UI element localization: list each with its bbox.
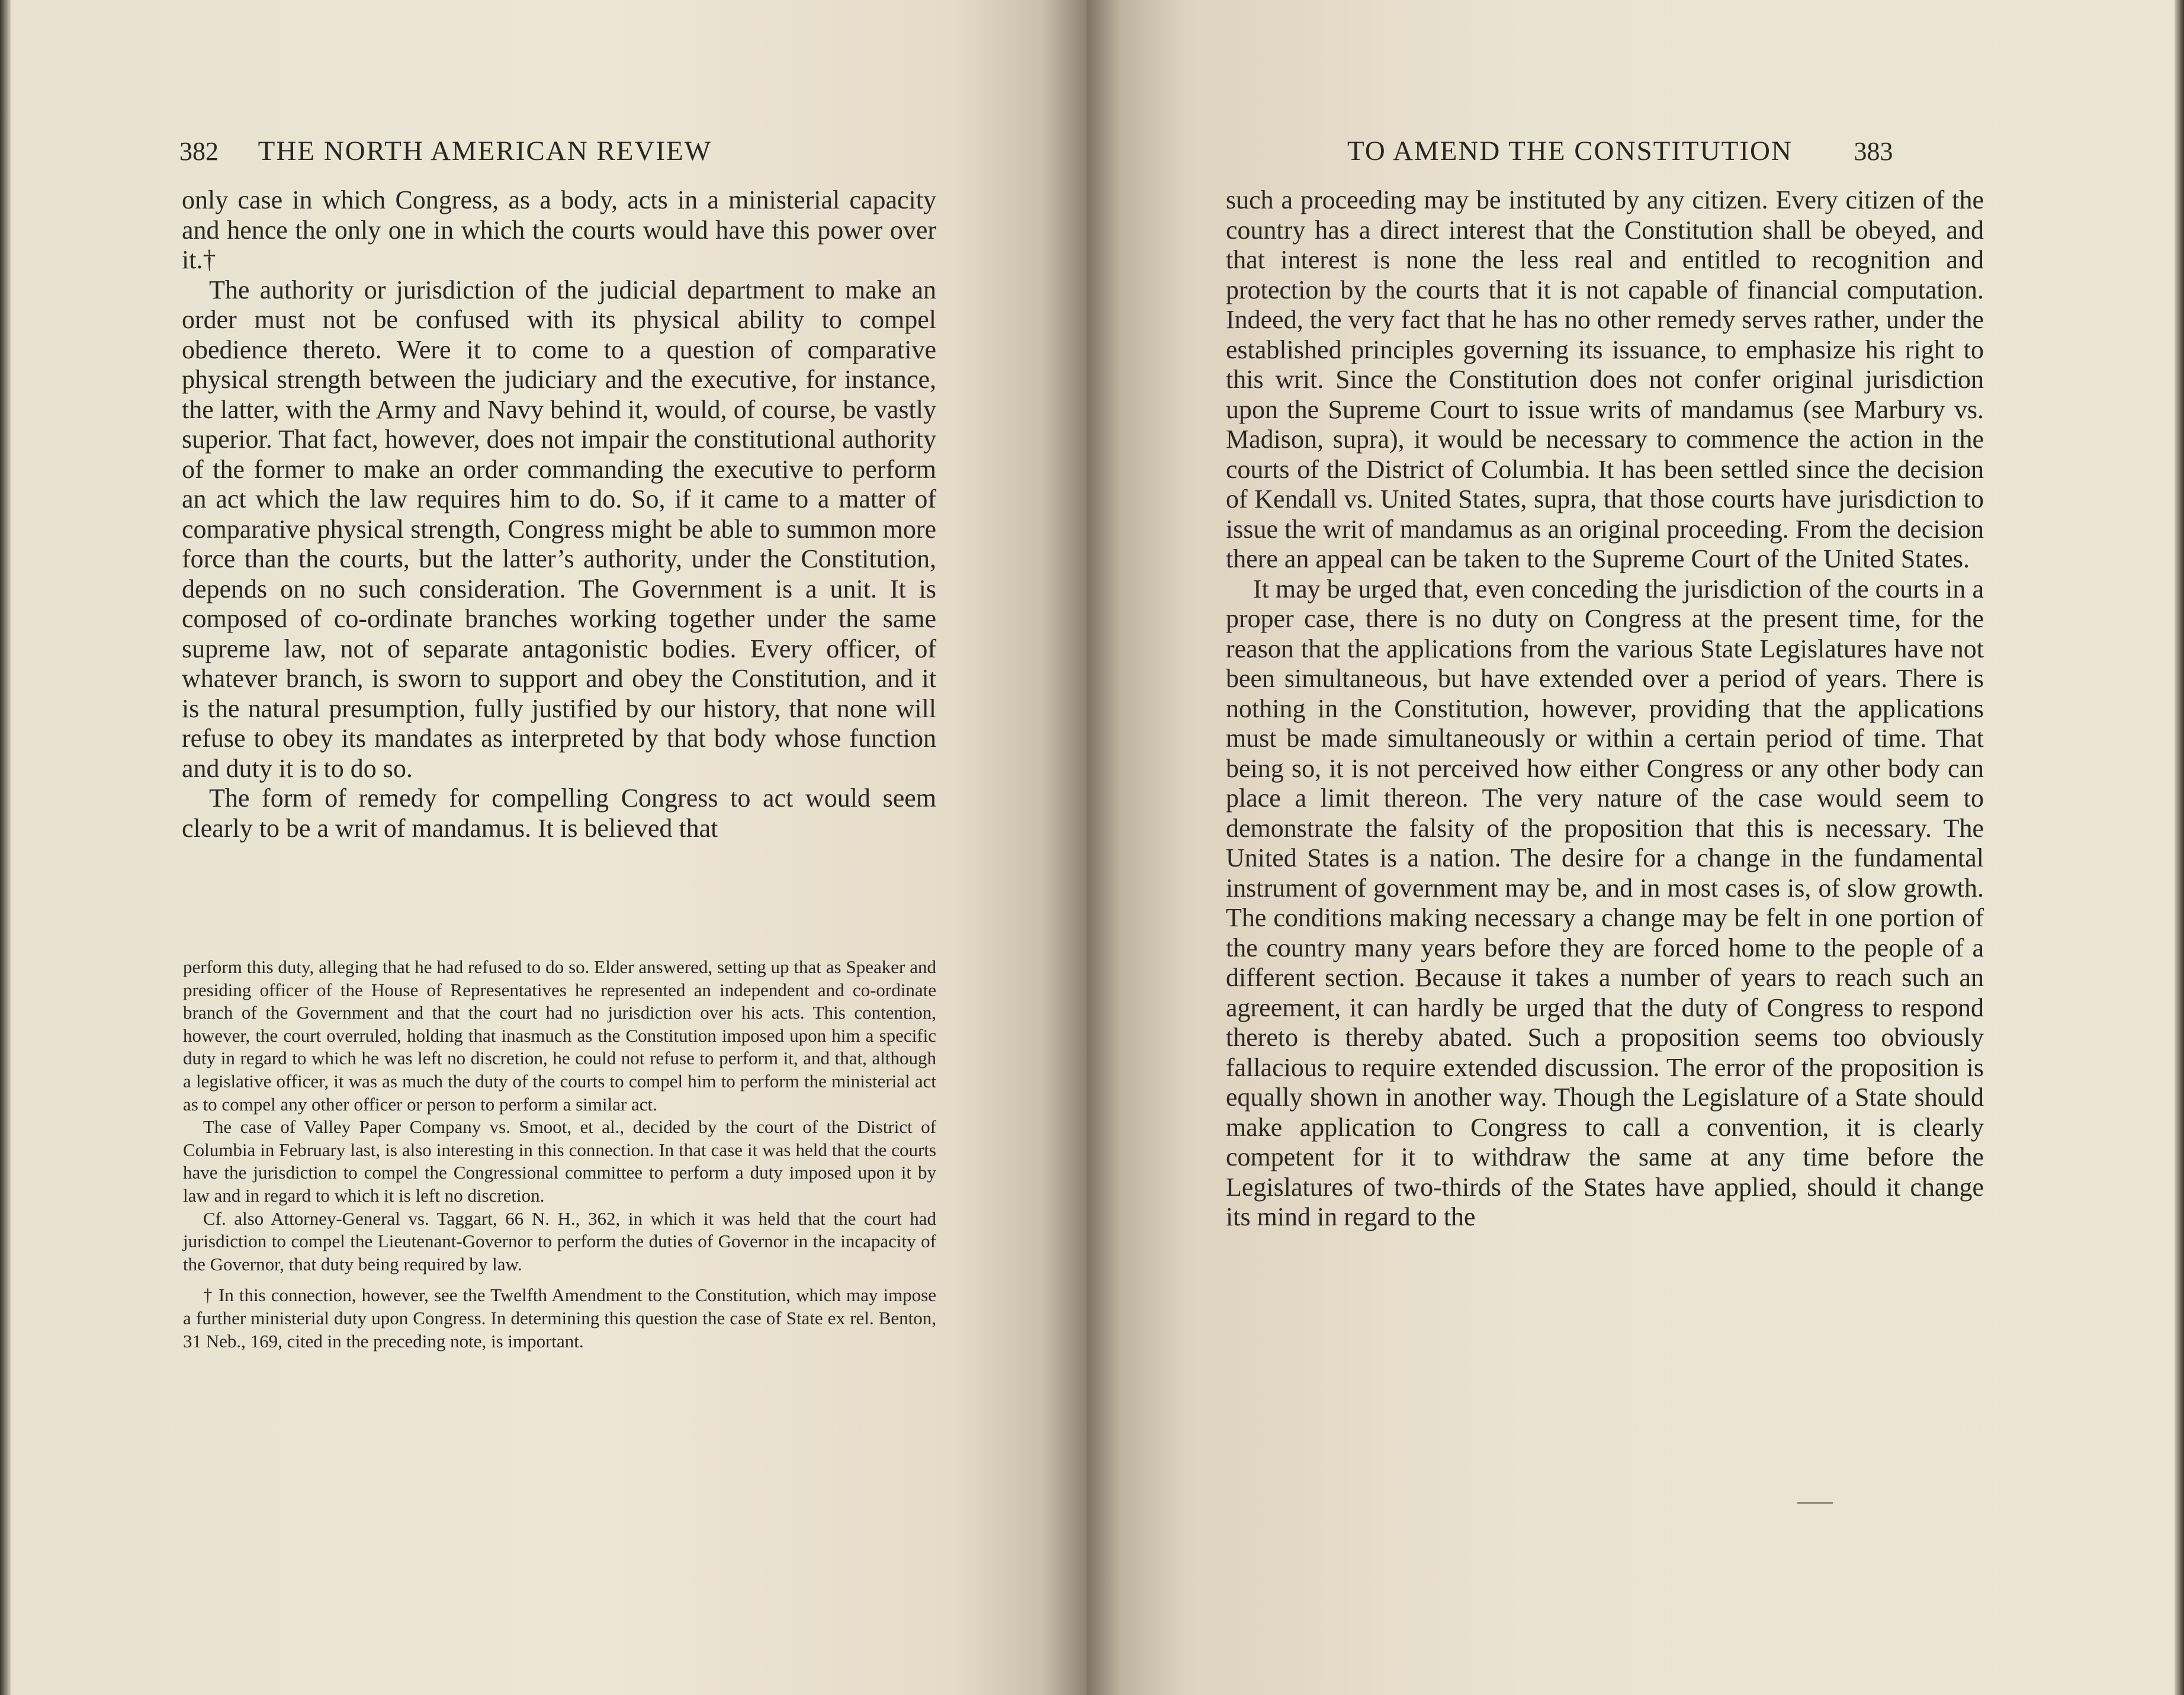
right-body-text (1226, 185, 1984, 1232)
left-page-number: 382 (179, 137, 219, 166)
left-footnotes (183, 956, 936, 1353)
left-paragraph-1: only case in which Congress, as a body, acts in a ministerial capacity and hence the only one in which the courts would have this power over it.† (182, 185, 936, 274)
left-running-header (179, 135, 712, 167)
left-running-head: THE NORTH AMERICAN REVIEW (258, 136, 712, 166)
left-body-text (182, 185, 936, 843)
right-running-head: TO AMEND THE CONSTITUTION (1347, 136, 1793, 166)
left-paragraph-2: The authority or jurisdiction of the judicial department to make an order must not be confused with its physical ability to compel obedience thereto. Were it to come to a question of comparative physical strength between the judiciary and the executive, for instance, the latter, with the Army and Navy behind it, would, of course, be vastly superior. That fact, however, does not impair the constitutional authority of the former to make an order commanding the executive to perform an act which the law requires him to do. So, if it came to a matter of comparative physical strength, Congress might be able to summon more force than the courts, but the latter’s authority, under the Constitution, depends on no such consideration. The Government is a unit. It is composed of co-ordinate branches working together under the same supreme law, not of separate antagonistic bodies. Every officer, of whatever branch, is sworn to support and obey the Constitution, and it is the natural presumption, fully justified by our history, that none will refuse to obey its mandates as interpreted by that body whose function and duty it is to do so. (182, 275, 936, 783)
right-page-edge (2175, 0, 2184, 1695)
footnote-dagger: † In this connection, however, see the Twelfth Amendment to the Constitution, which may impose a further ministerial duty upon Congress. In determining this question the case of State ex rel. Benton, 31 Neb., 169, cited in the preceding note, is important. (183, 1285, 936, 1351)
footnote-2: The case of Valley Paper Company vs. Smoot, et al., decided by the court of the District of Columbia in February last, is also interesting in this connection. In that case it was held that the courts have the jurisdiction to compel the Congressional committee to perform a duty imposed upon it by law and in regard to which it is left no discretion. (183, 1116, 936, 1206)
left-paragraph-3: The form of remedy for compelling Congress to act would seem clearly to be a writ of mandamus. It is believed that (182, 784, 936, 843)
right-paragraph-1: such a proceeding may be instituted by any citizen. Every citizen of the country has a direct interest that the Constitution shall be obeyed, and that interest is none the less real and entitled to recognition and protection by the courts that it is not capable of financial computation. Indeed, the very fact that he has no other remedy serves rather, under the established principles governing its issuance, to emphasize his right to this writ. Since the Constitution does not confer original jurisdiction upon the Supreme Court to issue writs of mandamus (see Marbury vs. Madison, supra), it would be necessary to commence the action in the courts of the District of Columbia. It has been settled since the decision of Kendall vs. United States, supra, that those courts have jurisdiction to issue the writ of mandamus as an original proceeding. From the decision there an appeal can be taken to the Supreme Court of the United States. (1226, 185, 1984, 573)
right-paragraph-2: It may be urged that, even conceding the jurisdiction of the courts in a proper case, there is no duty on Congress at the present time, for the reason that the applications from the various State Legislatures have not been simultaneous, but have extended over a period of years. There is nothing in the Constitution, however, providing that the applications must be made simultaneously or within a certain period of time. That being so, it is not perceived how either Congress or any other body can place a limit thereon. The very nature of the case would seem to demonstrate the falsity of the proposition that this is necessary. The United States is a nation. The desire for a change in the fundamental instrument of government may be, and in most cases is, of slow growth. The conditions making necessary a change may be felt in one portion of the country many years before they are forced home to the people of a different section. Because it takes a number of years to reach such an agreement, it can hardly be urged that the duty of Congress to respond thereto is thereby abated. Such a proposition seems too obviously fallacious to require extended discussion. The error of the proposition is equally shown in another way. Though the Legislature of a State should make application to Congress to call a convention, it is clearly competent for it to withdraw the same at any time before the Legislatures of two-thirds of the States have applied, should it change its mind in regard to the (1226, 574, 1984, 1231)
page-end-rule (1797, 1502, 1833, 1504)
right-running-header (1347, 135, 1893, 167)
footnote-3: Cf. also Attorney-General vs. Taggart, 66 N. H., 362, in which it was held that the court had jurisdiction to compel the Lieutenant-Governor to perform the duties of Governor in the incapacity of the Governor, that duty being required by law. (183, 1208, 936, 1275)
footnote-1: perform this duty, alleging that he had refused to do so. Elder answered, setting up that as Speaker and presiding officer of the House of Representatives he represented an independent and co-ordinate branch of the Government and that the court had no jurisdiction over his acts. This contention, however, the court overruled, holding that inasmuch as the Constitution imposed upon him a specific duty in regard to which he was left no discretion, he could not refuse to perform it, and that, although a legislative officer, it was as much the duty of the courts to compel him to perform the ministerial act as to compel any other officer or person to perform a similar act. (183, 956, 936, 1115)
left-page (0, 0, 1087, 1695)
right-page (1087, 0, 2184, 1695)
right-page-number: 383 (1854, 137, 1893, 166)
left-page-edge (0, 0, 11, 1695)
